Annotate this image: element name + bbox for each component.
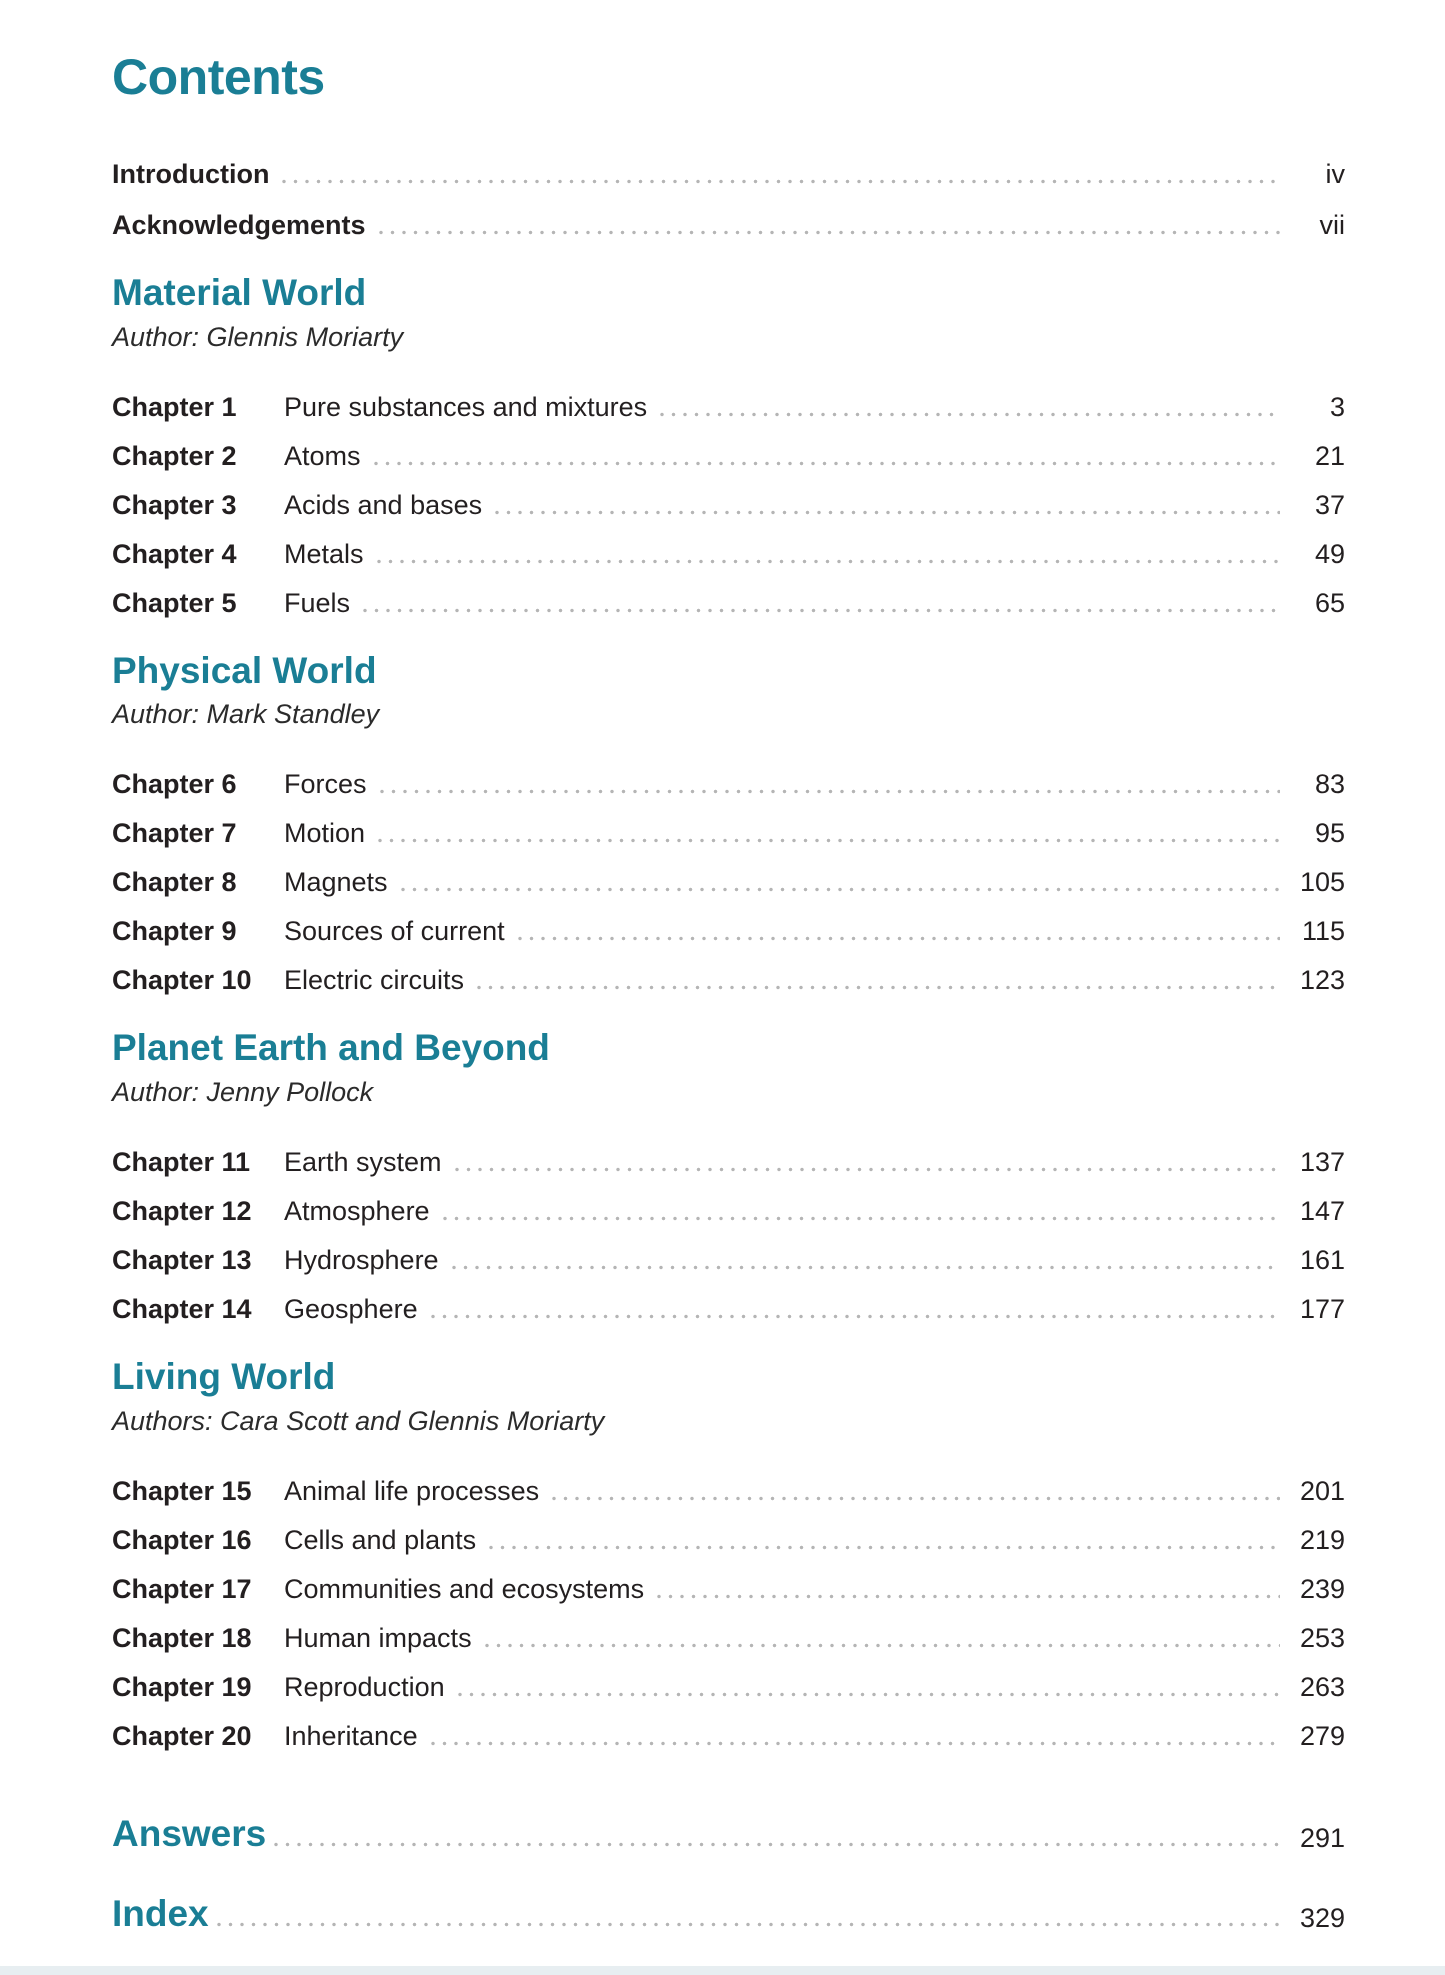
dot-leader xyxy=(377,559,1280,564)
chapter-title: Communities and ecosystems xyxy=(284,1573,645,1604)
section-author: Author: Jenny Pollock xyxy=(112,1077,374,1108)
chapter-title: Electric circuits xyxy=(284,965,465,996)
page-number: 95 xyxy=(1314,818,1345,849)
chapter-row xyxy=(112,575,1345,624)
page-number: 65 xyxy=(1314,587,1345,618)
chapter-title: Fuels xyxy=(284,587,351,618)
section-author: Author: Mark Standley xyxy=(112,699,380,730)
page-number: 219 xyxy=(1299,1524,1345,1555)
chapter-title: Sources of current xyxy=(284,916,505,947)
chapter-row xyxy=(112,1610,1345,1659)
footer-accent-bar xyxy=(0,1966,1445,1975)
section-physical-world xyxy=(112,651,1345,1002)
page-number: 137 xyxy=(1299,1147,1345,1178)
chapter-label: Chapter 14 xyxy=(112,1294,252,1325)
chapter-title: Acids and bases xyxy=(284,489,483,520)
chapter-title: Atmosphere xyxy=(284,1196,430,1227)
chapter-label: Chapter 9 xyxy=(112,916,237,947)
dot-leader xyxy=(452,1265,1280,1270)
dot-leader xyxy=(495,510,1280,515)
chapter-title: Inheritance xyxy=(284,1720,418,1751)
chapter-label: Chapter 1 xyxy=(112,391,237,422)
chapter-row xyxy=(112,1281,1345,1330)
chapter-row xyxy=(112,756,1345,805)
chapter-row xyxy=(112,903,1345,952)
page-number: vii xyxy=(1319,210,1345,240)
chapter-label: Chapter 12 xyxy=(112,1196,252,1227)
dot-leader xyxy=(378,838,1280,843)
chapter-list xyxy=(112,1134,1345,1330)
chapter-title: Motion xyxy=(284,818,366,849)
dot-leader xyxy=(374,461,1280,466)
chapter-label: Chapter 13 xyxy=(112,1245,252,1276)
dot-leader xyxy=(660,412,1280,417)
chapter-title: Atoms xyxy=(284,440,361,471)
chapter-title: Geosphere xyxy=(284,1294,418,1325)
front-matter-label: Acknowledgements xyxy=(112,210,366,240)
chapter-row xyxy=(112,526,1345,575)
page-number: 201 xyxy=(1299,1475,1345,1506)
chapter-title: Magnets xyxy=(284,867,388,898)
chapter-label: Chapter 11 xyxy=(112,1147,251,1178)
dot-leader xyxy=(552,1496,1280,1501)
dot-leader xyxy=(455,1167,1280,1172)
dot-leader xyxy=(489,1545,1280,1550)
dot-leader xyxy=(443,1216,1280,1221)
section-material-world xyxy=(112,273,1345,624)
dot-leader xyxy=(477,985,1280,990)
chapter-title: Hydrosphere xyxy=(284,1245,439,1276)
chapter-row xyxy=(112,1512,1345,1561)
chapter-row xyxy=(112,1708,1345,1757)
back-matter-row-answers xyxy=(112,1781,1345,1861)
page-number: 161 xyxy=(1299,1245,1345,1276)
chapter-row xyxy=(112,1561,1345,1610)
section-living-world xyxy=(112,1357,1345,1757)
page-number: 239 xyxy=(1299,1573,1345,1604)
chapter-title: Pure substances and mixtures xyxy=(284,391,648,422)
page-number: 21 xyxy=(1314,440,1345,471)
front-matter xyxy=(112,144,1345,246)
chapter-title: Human impacts xyxy=(284,1622,472,1653)
page-title: Contents xyxy=(112,49,325,105)
chapter-title: Earth system xyxy=(284,1147,442,1178)
chapter-row xyxy=(112,1183,1345,1232)
section-title: Material World xyxy=(112,272,367,313)
chapter-title: Forces xyxy=(284,769,367,800)
chapter-label: Chapter 17 xyxy=(112,1573,252,1604)
back-matter xyxy=(112,1781,1345,1941)
chapter-row xyxy=(112,1463,1345,1512)
page-number: 37 xyxy=(1314,489,1345,520)
dot-leader xyxy=(217,1922,1280,1927)
page-number: 253 xyxy=(1299,1622,1345,1653)
chapter-row xyxy=(112,805,1345,854)
chapter-label: Chapter 3 xyxy=(112,489,237,520)
section-author: Authors: Cara Scott and Glennis Moriarty xyxy=(112,1405,605,1436)
chapter-label: Chapter 8 xyxy=(112,867,237,898)
chapter-list xyxy=(112,379,1345,624)
answers-label: Answers xyxy=(112,1812,267,1854)
dot-leader xyxy=(401,887,1280,892)
chapter-label: Chapter 2 xyxy=(112,440,237,471)
chapter-label: Chapter 16 xyxy=(112,1524,252,1555)
chapter-row xyxy=(112,379,1345,428)
page-number: 83 xyxy=(1314,769,1345,800)
chapter-list xyxy=(112,1463,1345,1757)
page-number: 3 xyxy=(1329,391,1345,422)
section-author: Author: Glennis Moriarty xyxy=(112,321,404,352)
back-matter-row-index xyxy=(112,1861,1345,1941)
chapter-label: Chapter 6 xyxy=(112,769,237,800)
chapter-list xyxy=(112,756,1345,1001)
section-title: Living World xyxy=(112,1356,336,1398)
page-number: 147 xyxy=(1299,1196,1345,1227)
page-number: 49 xyxy=(1314,538,1345,569)
dot-leader xyxy=(282,179,1280,184)
page-number: 177 xyxy=(1299,1294,1345,1325)
chapter-title: Reproduction xyxy=(284,1671,445,1702)
chapter-row xyxy=(112,1232,1345,1281)
chapter-label: Chapter 5 xyxy=(112,587,237,618)
dot-leader xyxy=(458,1692,1280,1697)
chapter-row xyxy=(112,854,1345,903)
page-number: 263 xyxy=(1299,1671,1345,1702)
page-number: 115 xyxy=(1301,916,1345,947)
dot-leader xyxy=(431,1741,1280,1746)
dot-leader xyxy=(657,1594,1280,1599)
chapter-label: Chapter 19 xyxy=(112,1671,252,1702)
page-number: 123 xyxy=(1299,965,1345,996)
chapter-row xyxy=(112,1134,1345,1183)
front-matter-row xyxy=(112,195,1345,246)
chapter-title: Animal life processes xyxy=(284,1475,540,1506)
dot-leader xyxy=(363,608,1280,613)
chapter-row xyxy=(112,428,1345,477)
chapter-row xyxy=(112,1659,1345,1708)
front-matter-label: Introduction xyxy=(112,159,270,189)
dot-leader xyxy=(379,230,1280,235)
front-matter-row xyxy=(112,144,1345,195)
chapter-label: Chapter 7 xyxy=(112,818,237,849)
page-number: 329 xyxy=(1299,1902,1345,1933)
page-number: 279 xyxy=(1299,1720,1345,1751)
chapter-label: Chapter 20 xyxy=(112,1720,252,1751)
dot-leader xyxy=(431,1314,1280,1319)
chapter-title: Cells and plants xyxy=(284,1524,477,1555)
section-title: Physical World xyxy=(112,649,377,691)
dot-leader xyxy=(274,1842,1280,1847)
dot-leader xyxy=(485,1643,1280,1648)
chapter-row xyxy=(112,952,1345,1001)
chapter-label: Chapter 15 xyxy=(112,1475,252,1506)
page-number: 291 xyxy=(1299,1822,1345,1853)
chapter-title: Metals xyxy=(284,538,364,569)
section-title: Planet Earth and Beyond xyxy=(112,1027,550,1069)
page-number: 105 xyxy=(1299,867,1345,898)
index-label: Index xyxy=(112,1892,209,1934)
chapter-label: Chapter 10 xyxy=(112,965,252,996)
dot-leader xyxy=(380,789,1280,794)
chapter-label: Chapter 4 xyxy=(112,538,237,569)
page-number: iv xyxy=(1325,159,1345,189)
section-planet-earth-and-beyond xyxy=(112,1028,1345,1330)
chapter-label: Chapter 18 xyxy=(112,1622,252,1653)
dot-leader xyxy=(518,936,1280,941)
chapter-row xyxy=(112,477,1345,526)
